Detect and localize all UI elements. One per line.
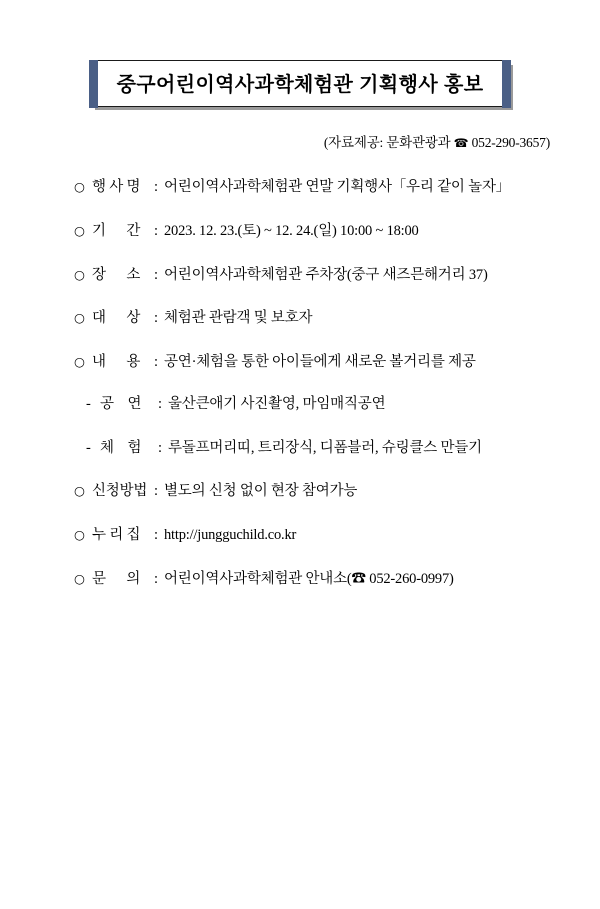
item-label: 누 리 집 (92, 527, 141, 543)
item-value: 어린이역사과학체험관 안내소(☎ 052-260-0997) (164, 570, 454, 587)
dash-marker: - (86, 439, 91, 456)
item-value: 공연·체험을 통한 아이들에게 새로운 볼거리를 제공 (164, 354, 476, 370)
item-label: 대 상 (92, 310, 141, 327)
sub-item-colon: : (158, 395, 162, 412)
item-colon: : (154, 179, 158, 195)
item-colon: : (154, 354, 158, 370)
item-value: 별도의 신청 없이 현장 참여가능 (164, 483, 358, 500)
document-page (0, 60, 600, 909)
item-colon: : (154, 222, 158, 239)
bullet-marker: ○ (74, 354, 85, 369)
list-item (74, 569, 560, 591)
sub-list-item (74, 438, 560, 460)
item-value: 2023. 12. 23.(토) ~ 12. 24.(일) 10:00 ~ 18:00 (164, 222, 419, 239)
dash-marker: - (86, 395, 91, 412)
title-banner (0, 60, 600, 107)
item-label: 문 의 (92, 570, 141, 587)
item-label: 신청방법 (92, 483, 148, 500)
item-colon: : (154, 570, 158, 587)
list-item (74, 481, 560, 503)
item-colon: : (154, 310, 158, 327)
source-suffix: ) (545, 135, 550, 150)
phone-icon: ☎ (453, 136, 469, 150)
item-label: 행 사 명 (92, 179, 141, 195)
source-phone: 052-290-3657 (471, 135, 546, 150)
sub-item-colon: : (158, 439, 162, 456)
item-colon: : (154, 266, 158, 283)
bullet-marker: ○ (74, 527, 85, 542)
sub-list-item (74, 394, 560, 416)
item-label: 내 용 (92, 354, 141, 370)
item-label: 기 간 (92, 222, 141, 239)
website-link[interactable]: http://jungguchild.co.kr (164, 527, 297, 543)
source-credit-line (0, 131, 600, 151)
bullet-marker: ○ (74, 310, 85, 326)
bullet-marker: ○ (74, 483, 85, 499)
list-item (74, 525, 560, 547)
list-item (74, 308, 560, 330)
document-body (0, 177, 600, 591)
title-box (90, 60, 511, 107)
bullet-marker: ○ (74, 266, 85, 282)
sub-item-label: 체 험 (100, 439, 142, 456)
list-item (74, 265, 560, 287)
list-item (74, 221, 560, 243)
bullet-marker: ○ (74, 222, 85, 238)
item-colon: : (154, 483, 158, 500)
page-title: 중구어린이역사과학체험관 기획행사 홍보 (116, 74, 484, 96)
item-label: 장 소 (92, 266, 141, 283)
list-item (74, 352, 560, 374)
sub-item-label: 공 연 (100, 395, 142, 412)
item-value: 어린이역사과학체험관 연말 기획행사「우리 같이 놀자」 (164, 179, 511, 195)
item-value: 어린이역사과학체험관 주차장(중구 새즈믄해거리 37) (164, 266, 488, 283)
sub-item-value: 울산큰애기 사진촬영, 마임매직공연 (168, 395, 386, 412)
item-colon: : (154, 527, 158, 543)
item-value: 체험관 관람객 및 보호자 (164, 310, 313, 327)
bullet-marker: ○ (74, 179, 85, 194)
source-prefix: (자료제공: 문화관광과 (323, 135, 451, 150)
bullet-marker: ○ (74, 570, 85, 586)
sub-item-value: 루돌프머리띠, 트리장식, 디폼블러, 슈링클스 만들기 (168, 439, 482, 456)
list-item (74, 177, 560, 199)
